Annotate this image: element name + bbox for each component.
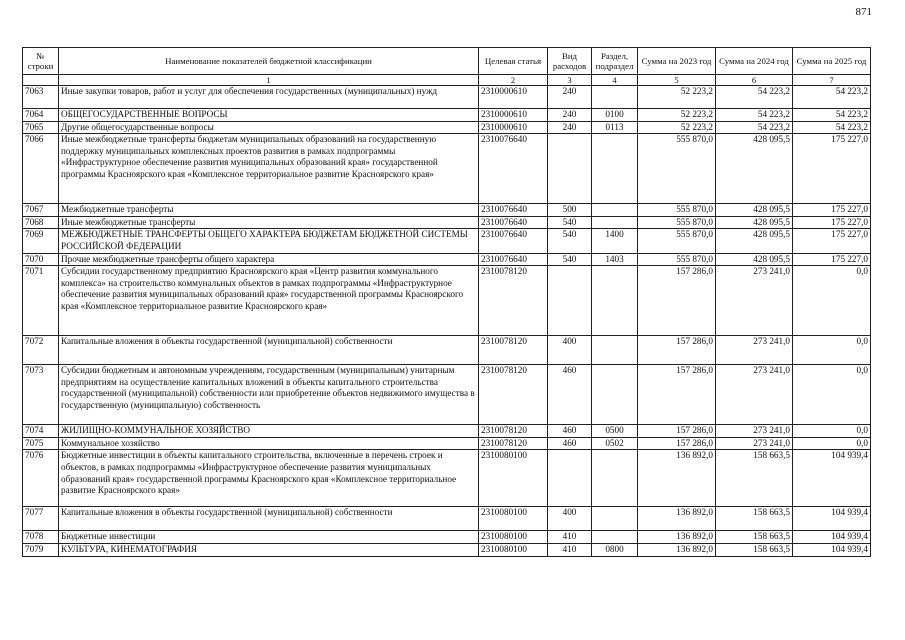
table-row [23,425,871,438]
table-row [23,229,871,253]
row-sum-2024: 158 663,5 [716,450,793,507]
row-sum-2025: 54 223,2 [793,109,871,122]
row-sum-2023: 157 286,0 [638,437,716,450]
row-name: Иные межбюджетные трансферты бюджетам муниципальных образований на государственную поддержку муниципальных комплексных проектов развития в рамках подпрограммы «Инфраструктурное обеспечение развития муниципальных образований края» государственной программы Красноярского края «Комплексное территориальное развитие Красноярского края» [59,134,479,204]
row-sum-2023: 52 223,2 [638,86,716,109]
row-sum-2024: 273 241,0 [716,266,793,336]
row-target: 2310078120 [479,266,548,336]
header-name: Наименование показателей бюджетной классификации [59,48,479,75]
row-sum-2023: 157 286,0 [638,425,716,438]
table-row [23,121,871,134]
row-sum-2023: 555 870,0 [638,204,716,217]
col-number: 3 [548,75,592,86]
row-name: Субсидии бюджетным и автономным учреждениям, государственным (муниципальным) унитарным предприятиям на осуществление капитальных вложений в объекты капитального строительства государственной (муниципальной) собственности или приобретение объектов недвижимого имущества в государственную (муниципальную) собственность [59,365,479,425]
table-row [23,365,871,425]
row-sum-2025: 104 939,4 [793,507,871,531]
table-row [23,216,871,229]
header-sum-2023: Сумма на 2023 год [638,48,716,75]
header-sum-2024: Сумма на 2024 год [716,48,793,75]
row-sum-2023: 157 286,0 [638,266,716,336]
page-number: 871 [855,6,872,18]
row-sum-2023: 157 286,0 [638,336,716,365]
row-section [592,134,638,204]
row-number: 7063 [23,86,59,109]
row-sum-2023: 52 223,2 [638,121,716,134]
row-sum-2025: 175 227,0 [793,134,871,204]
table-row [23,507,871,531]
row-sum-2024: 428 095,5 [716,253,793,266]
col-number: 2 [479,75,548,86]
header-row [23,48,871,75]
row-type: 460 [548,437,592,450]
row-name: Иные закупки товаров, работ и услуг для обеспечения государственных (муниципальных) нужд [59,86,479,109]
row-number: 7067 [23,204,59,217]
row-sum-2025: 175 227,0 [793,204,871,217]
row-number: 7073 [23,365,59,425]
row-sum-2023: 136 892,0 [638,507,716,531]
row-sum-2023: 136 892,0 [638,531,716,544]
row-name: ЖИЛИЩНО-КОММУНАЛЬНОЕ ХОЗЯЙСТВО [59,425,479,438]
row-type: 240 [548,109,592,122]
row-section [592,507,638,531]
row-number: 7065 [23,121,59,134]
row-sum-2025: 54 223,2 [793,86,871,109]
row-sum-2023: 157 286,0 [638,365,716,425]
row-name: Межбюджетные трансферты [59,204,479,217]
row-number: 7074 [23,425,59,438]
row-number: 7069 [23,229,59,253]
row-name: Бюджетные инвестиции [59,531,479,544]
row-number: 7064 [23,109,59,122]
row-sum-2024: 428 095,5 [716,216,793,229]
row-sum-2025: 0,0 [793,336,871,365]
row-target: 2310000610 [479,121,548,134]
row-type: 460 [548,365,592,425]
header-section: Раздел, подраздел [592,48,638,75]
row-sum-2024: 158 663,5 [716,507,793,531]
row-target: 2310078120 [479,437,548,450]
row-target: 2310076640 [479,204,548,217]
col-number: 6 [716,75,793,86]
row-type [548,266,592,336]
row-target: 2310078120 [479,365,548,425]
row-target: 2310076640 [479,253,548,266]
row-sum-2024: 428 095,5 [716,229,793,253]
row-section: 0500 [592,425,638,438]
row-name: МЕЖБЮДЖЕТНЫЕ ТРАНСФЕРТЫ ОБЩЕГО ХАРАКТЕРА БЮДЖЕТАМ БЮДЖЕТНОЙ СИСТЕМЫ РОССИЙСКОЙ ФЕДЕРАЦИИ [59,229,479,253]
row-sum-2024: 54 223,2 [716,109,793,122]
row-type: 540 [548,216,592,229]
row-section: 1403 [592,253,638,266]
row-sum-2023: 136 892,0 [638,543,716,556]
table-row [23,109,871,122]
row-section [592,336,638,365]
row-sum-2024: 273 241,0 [716,365,793,425]
row-sum-2025: 0,0 [793,425,871,438]
row-sum-2025: 104 939,4 [793,450,871,507]
row-type [548,134,592,204]
row-number: 7070 [23,253,59,266]
table-row [23,437,871,450]
row-sum-2025: 0,0 [793,437,871,450]
table-row [23,531,871,544]
row-type: 400 [548,507,592,531]
row-section: 0113 [592,121,638,134]
row-sum-2024: 158 663,5 [716,531,793,544]
row-number: 7075 [23,437,59,450]
row-name: Субсидии государственному предприятию Красноярского края «Центр развития коммунального комплекса» на строительство коммунальных объектов в рамках подпрограммы «Инфраструктурное обеспечение развития муниципальных образований края» государственной программы Красноярского края «Комплексное территориальное развитие Красноярского края» [59,266,479,336]
row-name: Капитальные вложения в объекты государственной (муниципальной) собственности [59,507,479,531]
row-sum-2023: 555 870,0 [638,229,716,253]
row-name: Другие общегосударственные вопросы [59,121,479,134]
row-sum-2023: 136 892,0 [638,450,716,507]
row-target: 2310080100 [479,507,548,531]
row-section [592,531,638,544]
row-name: ОБЩЕГОСУДАРСТВЕННЫЕ ВОПРОСЫ [59,109,479,122]
row-type [548,450,592,507]
row-section: 1400 [592,229,638,253]
table-row [23,336,871,365]
header-sum-2025: Сумма на 2025 год [793,48,871,75]
row-name: Бюджетные инвестиции в объекты капитального строительства, включенные в перечень строек и объектов, в рамках подпрограммы «Инфраструктурное обеспечение развития муниципальных образований края» государственной программы Красноярского края «Комплексное территориальное развитие Красноярского края» [59,450,479,507]
row-type: 240 [548,121,592,134]
table-row [23,134,871,204]
row-sum-2023: 555 870,0 [638,253,716,266]
row-number: 7066 [23,134,59,204]
row-number: 7076 [23,450,59,507]
row-section [592,86,638,109]
row-sum-2025: 0,0 [793,365,871,425]
row-sum-2024: 428 095,5 [716,134,793,204]
row-sum-2025: 175 227,0 [793,216,871,229]
row-sum-2023: 555 870,0 [638,216,716,229]
row-target: 2310076640 [479,229,548,253]
row-target: 2310080100 [479,531,548,544]
row-sum-2024: 54 223,2 [716,121,793,134]
row-sum-2024: 273 241,0 [716,336,793,365]
row-type: 460 [548,425,592,438]
row-number: 7072 [23,336,59,365]
row-number: 7078 [23,531,59,544]
col-number: 1 [59,75,479,86]
header-target: Целевая статья [479,48,548,75]
row-sum-2023: 52 223,2 [638,109,716,122]
row-sum-2024: 158 663,5 [716,543,793,556]
row-section [592,365,638,425]
row-sum-2025: 175 227,0 [793,229,871,253]
row-section: 0502 [592,437,638,450]
row-name: Прочие межбюджетные трансферты общего характера [59,253,479,266]
row-name: Иные межбюджетные трансферты [59,216,479,229]
row-target: 2310078120 [479,425,548,438]
row-sum-2024: 273 241,0 [716,425,793,438]
row-target: 2310076640 [479,216,548,229]
row-sum-2025: 54 223,2 [793,121,871,134]
row-type: 400 [548,336,592,365]
budget-table [22,47,871,557]
col-number: 4 [592,75,638,86]
table-row [23,204,871,217]
row-sum-2025: 104 939,4 [793,531,871,544]
row-number: 7079 [23,543,59,556]
table-row [23,450,871,507]
row-section [592,450,638,507]
row-sum-2025: 104 939,4 [793,543,871,556]
row-type: 410 [548,531,592,544]
table-row [23,86,871,109]
row-number: 7068 [23,216,59,229]
row-type: 540 [548,253,592,266]
row-type: 410 [548,543,592,556]
col-number: 7 [793,75,871,86]
row-target: 2310080100 [479,450,548,507]
table-body [23,86,871,557]
col-number-empty [23,75,59,86]
row-target: 2310080100 [479,543,548,556]
table-row [23,266,871,336]
row-name: Коммунальное хозяйство [59,437,479,450]
row-target: 2310078120 [479,336,548,365]
row-target: 2310076640 [479,134,548,204]
row-section: 0800 [592,543,638,556]
row-section [592,216,638,229]
row-target: 2310000610 [479,86,548,109]
table-row [23,253,871,266]
header-row-no: № строки [23,48,59,75]
col-number: 5 [638,75,716,86]
header-type: Вид расходов [548,48,592,75]
row-sum-2024: 273 241,0 [716,437,793,450]
row-name: Капитальные вложения в объекты государственной (муниципальной) собственности [59,336,479,365]
row-name: КУЛЬТУРА, КИНЕМАТОГРАФИЯ [59,543,479,556]
row-section: 0100 [592,109,638,122]
row-sum-2025: 175 227,0 [793,253,871,266]
row-section [592,204,638,217]
row-sum-2025: 0,0 [793,266,871,336]
row-type: 240 [548,86,592,109]
row-number: 7071 [23,266,59,336]
row-number: 7077 [23,507,59,531]
row-section [592,266,638,336]
row-sum-2023: 555 870,0 [638,134,716,204]
table-row [23,543,871,556]
row-type: 500 [548,204,592,217]
column-number-row [23,75,871,86]
row-sum-2024: 428 095,5 [716,204,793,217]
row-sum-2024: 54 223,2 [716,86,793,109]
row-type: 540 [548,229,592,253]
row-target: 2310000610 [479,109,548,122]
